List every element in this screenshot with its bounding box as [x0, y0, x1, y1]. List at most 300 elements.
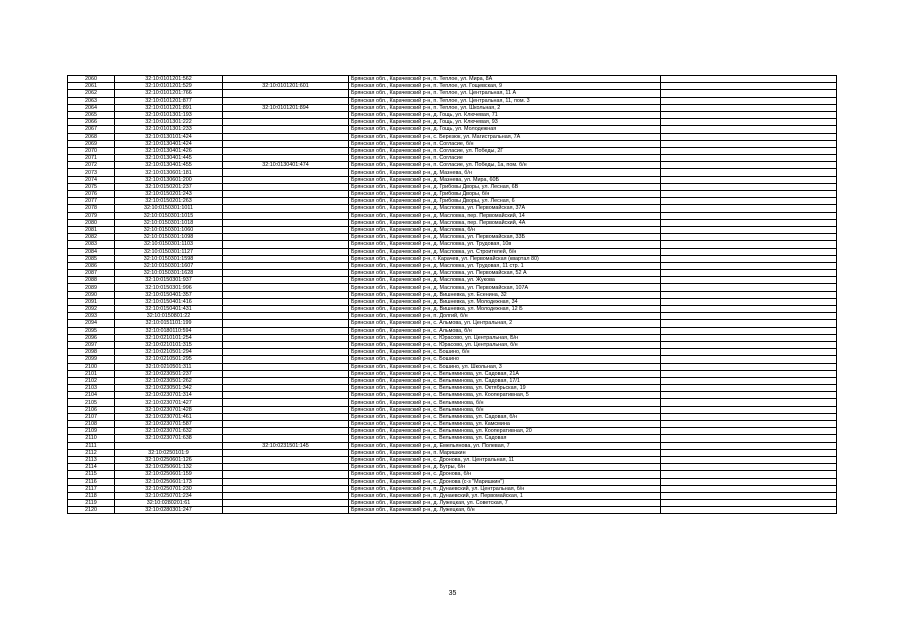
row-number-cell: 2088 — [68, 277, 115, 284]
empty-cell — [661, 327, 837, 334]
empty-cell — [661, 241, 837, 248]
cadastral-number-cell: 32:10:0150401:431 — [115, 306, 223, 313]
empty-cell — [661, 284, 837, 291]
cadastral-number-cell: 32:10:0130101:424 — [115, 133, 223, 140]
cadastral-number-cell: 32:10:0150301:1598 — [115, 255, 223, 262]
previous-cadastral-number-cell — [223, 176, 349, 183]
cadastral-number-cell: 32:10:0210101:315 — [115, 341, 223, 348]
row-number-cell: 2076 — [68, 191, 115, 198]
empty-cell — [661, 169, 837, 176]
address-cell: Брянская обл., Карачевский р-н, с. Вельяминова, ул. Садовая, 17/1 — [349, 377, 661, 384]
empty-cell — [661, 191, 837, 198]
cadastral-number-cell: 32:10:0130601:200 — [115, 176, 223, 183]
empty-cell — [661, 111, 837, 118]
row-number-cell: 2071 — [68, 155, 115, 162]
cadastral-number-cell: 32:10:0230701:428 — [115, 406, 223, 413]
empty-cell — [661, 385, 837, 392]
empty-cell — [661, 104, 837, 111]
empty-cell — [661, 291, 837, 298]
table-row — [68, 191, 837, 198]
previous-cadastral-number-cell — [223, 385, 349, 392]
cadastral-number-cell: 32:10:0210501:295 — [115, 356, 223, 363]
previous-cadastral-number-cell — [223, 306, 349, 313]
table-row — [68, 226, 837, 233]
row-number-cell: 2083 — [68, 241, 115, 248]
cadastral-number-cell: 32:10:0230501:342 — [115, 385, 223, 392]
address-cell: Брянская обл., Карачевский р-н, г. Карачев, ул. Первомайская (квартал 80) — [349, 255, 661, 262]
table-row — [68, 183, 837, 190]
address-cell: Брянская обл., Карачевский р-н, п. Маришкин — [349, 449, 661, 456]
cadastral-number-cell: 32:10:0150301:1060 — [115, 226, 223, 233]
row-number-cell: 2100 — [68, 363, 115, 370]
row-number-cell: 2063 — [68, 97, 115, 104]
empty-cell — [661, 435, 837, 442]
table-row — [68, 435, 837, 442]
row-number-cell: 2105 — [68, 399, 115, 406]
row-number-cell: 2060 — [68, 76, 115, 83]
table-row — [68, 219, 837, 226]
row-number-cell: 2109 — [68, 428, 115, 435]
empty-cell — [661, 162, 837, 169]
address-cell: Брянская обл., Карачевский р-н, д. Мазнева, б/н — [349, 169, 661, 176]
table-row — [68, 456, 837, 463]
previous-cadastral-number-cell — [223, 298, 349, 305]
row-number-cell: 2080 — [68, 219, 115, 226]
table-row — [68, 198, 837, 205]
cadastral-number-cell: 32:10:0280301:247 — [115, 507, 223, 514]
empty-cell — [661, 392, 837, 399]
previous-cadastral-number-cell — [223, 500, 349, 507]
table-row — [68, 341, 837, 348]
table-row — [68, 485, 837, 492]
table-row — [68, 449, 837, 456]
row-number-cell: 2084 — [68, 248, 115, 255]
address-cell: Брянская обл., Карачевский р-н, д. Вишневка, ул. Есенина, 32 — [349, 291, 661, 298]
table-row — [68, 277, 837, 284]
address-cell: Брянская обл., Карачевский р-н, п. Теплое, ул. Центральная, 11 А — [349, 90, 661, 97]
previous-cadastral-number-cell — [223, 399, 349, 406]
table-row — [68, 406, 837, 413]
row-number-cell: 2077 — [68, 198, 115, 205]
empty-cell — [661, 456, 837, 463]
previous-cadastral-number-cell — [223, 320, 349, 327]
table-row — [68, 377, 837, 384]
address-cell: Брянская обл., Карачевский р-н, д. Масловка, пер. Первомайский, 14 — [349, 212, 661, 219]
address-cell: Брянская обл., Карачевский р-н, с. Вельяминова, б/н — [349, 399, 661, 406]
row-number-cell: 2098 — [68, 349, 115, 356]
empty-cell — [661, 198, 837, 205]
empty-cell — [661, 133, 837, 140]
table-row — [68, 155, 837, 162]
previous-cadastral-number-cell — [223, 219, 349, 226]
empty-cell — [661, 147, 837, 154]
page-number: 35 — [448, 590, 457, 597]
empty-cell — [661, 471, 837, 478]
empty-cell — [661, 248, 837, 255]
address-cell: Брянская обл., Карачевский р-н, с. Вельяминова, б/н — [349, 406, 661, 413]
cadastral-number-cell: 32:10:0250601:173 — [115, 478, 223, 485]
address-cell: Брянская обл., Карачевский р-н, д. Грибовы Дворы, ул. Лесная, 6 — [349, 198, 661, 205]
address-cell: Брянская обл., Карачевский р-н, д. Масловка, ул. Трудовая, 11 стр. 1 — [349, 262, 661, 269]
address-cell: Брянская обл., Карачевский р-н, с. Дронова, ул. Центральная, 11 — [349, 456, 661, 463]
address-cell: Брянская обл., Карачевский р-н, с. Юрасово, ул. Центральная, Б/н — [349, 334, 661, 341]
table-row — [68, 147, 837, 154]
registry-table-body — [68, 76, 837, 514]
row-number-cell: 2112 — [68, 449, 115, 456]
address-cell: Брянская обл., Карачевский р-н, д. Масловка, ул. Трудовая, 10в — [349, 241, 661, 248]
address-cell: Брянская обл., Карачевский р-н, с. Альмова, б/н — [349, 327, 661, 334]
cadastral-number-cell: 32:10:0150401:357 — [115, 291, 223, 298]
address-cell: Брянская обл., Карачевский р-н, д. Лужецкая, б/н — [349, 507, 661, 514]
address-cell: Брянская обл., Карачевский р-н, с. Вельяминова, ул. Садовая, 21А — [349, 370, 661, 377]
address-cell: Брянская обл., Карачевский р-н, д. Масловка, ул. Строителей, б/н — [349, 248, 661, 255]
table-row — [68, 140, 837, 147]
address-cell: Брянская обл., Карачевский р-н, п. Теплое, ул. Гощевская, 9 — [349, 83, 661, 90]
previous-cadastral-number-cell — [223, 492, 349, 499]
cadastral-number-cell: 32:10:0150301:1011 — [115, 205, 223, 212]
row-number-cell: 2085 — [68, 255, 115, 262]
row-number-cell: 2110 — [68, 435, 115, 442]
previous-cadastral-number-cell — [223, 226, 349, 233]
empty-cell — [661, 212, 837, 219]
previous-cadastral-number-cell — [223, 191, 349, 198]
empty-cell — [661, 306, 837, 313]
table-row — [68, 428, 837, 435]
address-cell: Брянская обл., Карачевский р-н, с. Вельяминова, ул. Садовая, б/н — [349, 413, 661, 420]
row-number-cell: 2099 — [68, 356, 115, 363]
table-row — [68, 133, 837, 140]
empty-cell — [661, 298, 837, 305]
address-cell: Брянская обл., Карачевский р-н, д. Вишневка, ул. Молодежная, 34 — [349, 298, 661, 305]
empty-cell — [661, 341, 837, 348]
table-row — [68, 385, 837, 392]
cadastral-number-cell: 32:10:0230501:262 — [115, 377, 223, 384]
cadastral-number-cell: 32:10:0210101:254 — [115, 334, 223, 341]
previous-cadastral-number-cell — [223, 133, 349, 140]
row-number-cell: 2075 — [68, 183, 115, 190]
address-cell: Брянская обл., Карачевский р-н, д. Емельянова, ул. Полевая, 7 — [349, 442, 661, 449]
address-cell: Брянская обл., Карачевский р-н, с. Дронова, б/н — [349, 471, 661, 478]
address-cell: Брянская обл., Карачевский р-н, д. Масловка, ул. Первомайская, 33Б — [349, 234, 661, 241]
empty-cell — [661, 363, 837, 370]
empty-cell — [661, 399, 837, 406]
previous-cadastral-number-cell — [223, 147, 349, 154]
empty-cell — [661, 140, 837, 147]
table-row — [68, 205, 837, 212]
table-row — [68, 212, 837, 219]
row-number-cell: 2074 — [68, 176, 115, 183]
row-number-cell: 2087 — [68, 270, 115, 277]
previous-cadastral-number-cell — [223, 291, 349, 298]
row-number-cell: 2091 — [68, 298, 115, 305]
table-row — [68, 126, 837, 133]
cadastral-number-cell: 32:10:0230701:632 — [115, 428, 223, 435]
cadastral-number-cell: 32:10:0130601:181 — [115, 169, 223, 176]
table-row — [68, 356, 837, 363]
table-row — [68, 478, 837, 485]
row-number-cell: 2096 — [68, 334, 115, 341]
previous-cadastral-number-cell: 32:10:0101201:894 — [223, 104, 349, 111]
previous-cadastral-number-cell — [223, 212, 349, 219]
empty-cell — [661, 155, 837, 162]
previous-cadastral-number-cell — [223, 248, 349, 255]
previous-cadastral-number-cell — [223, 392, 349, 399]
address-cell: Брянская обл., Карачевский р-н, с. Вельяминова, ул. Октябрьская, 19 — [349, 385, 661, 392]
previous-cadastral-number-cell — [223, 155, 349, 162]
address-cell: Брянская обл., Карачевский р-н, д. Лужецкая, ул. Советская, 7 — [349, 500, 661, 507]
table-row — [68, 291, 837, 298]
row-number-cell: 2119 — [68, 500, 115, 507]
address-cell: Брянская обл., Карачевский р-н, д. Масловка, б/н — [349, 226, 661, 233]
previous-cadastral-number-cell — [223, 97, 349, 104]
empty-cell — [661, 119, 837, 126]
table-row — [68, 298, 837, 305]
previous-cadastral-number-cell — [223, 327, 349, 334]
address-cell: Брянская обл., Карачевский р-н, с. Вельяминова, ул. Кооперативная, 5 — [349, 392, 661, 399]
empty-cell — [661, 320, 837, 327]
cadastral-number-cell: 32:10:0150301:1015 — [115, 212, 223, 219]
previous-cadastral-number-cell — [223, 255, 349, 262]
row-number-cell: 2092 — [68, 306, 115, 313]
address-cell: Брянская обл., Карачевский р-н, д. Масловка, пер. Первомайский, 4А — [349, 219, 661, 226]
cadastral-number-cell: 32:10:0230701:638 — [115, 435, 223, 442]
table-row — [68, 492, 837, 499]
row-number-cell: 2069 — [68, 140, 115, 147]
previous-cadastral-number-cell — [223, 363, 349, 370]
table-row — [68, 313, 837, 320]
previous-cadastral-number-cell — [223, 449, 349, 456]
cadastral-number-cell: 32:10:0230701:314 — [115, 392, 223, 399]
previous-cadastral-number-cell — [223, 169, 349, 176]
empty-cell — [661, 277, 837, 284]
cadastral-number-cell: 32:10:0150301:1127 — [115, 248, 223, 255]
table-row — [68, 162, 837, 169]
address-cell: Брянская обл., Карачевский р-н, п. Дунаевский, ул. Первомайская, 1 — [349, 492, 661, 499]
cadastral-number-cell: 32:10:0210501:311 — [115, 363, 223, 370]
empty-cell — [661, 313, 837, 320]
table-row — [68, 370, 837, 377]
empty-cell — [661, 449, 837, 456]
table-row — [68, 413, 837, 420]
previous-cadastral-number-cell: 32:10:0130401:474 — [223, 162, 349, 169]
cadastral-number-cell: 32:10:0280201:61 — [115, 500, 223, 507]
previous-cadastral-number-cell — [223, 270, 349, 277]
previous-cadastral-number-cell — [223, 464, 349, 471]
previous-cadastral-number-cell — [223, 90, 349, 97]
cadastral-number-cell: 32:10:0250601:132 — [115, 464, 223, 471]
cadastral-number-cell: 32:10:0230501:237 — [115, 370, 223, 377]
previous-cadastral-number-cell — [223, 341, 349, 348]
row-number-cell: 2118 — [68, 492, 115, 499]
table-row — [68, 349, 837, 356]
table-row — [68, 241, 837, 248]
row-number-cell: 2114 — [68, 464, 115, 471]
row-number-cell: 2089 — [68, 284, 115, 291]
previous-cadastral-number-cell — [223, 111, 349, 118]
table-row — [68, 399, 837, 406]
address-cell: Брянская обл., Карачевский р-н, с. Юрасово, ул. Центральная, б/н — [349, 341, 661, 348]
previous-cadastral-number-cell — [223, 76, 349, 83]
previous-cadastral-number-cell — [223, 428, 349, 435]
previous-cadastral-number-cell — [223, 435, 349, 442]
empty-cell — [661, 500, 837, 507]
empty-cell — [661, 377, 837, 384]
row-number-cell: 2072 — [68, 162, 115, 169]
table-row — [68, 255, 837, 262]
address-cell: Брянская обл., Карачевский р-н, п. Теплое, ул. Мира, 8А — [349, 76, 661, 83]
row-number-cell: 2101 — [68, 370, 115, 377]
address-cell: Брянская обл., Карачевский р-н, п. Согласие, б/н — [349, 140, 661, 147]
table-row — [68, 306, 837, 313]
previous-cadastral-number-cell — [223, 262, 349, 269]
table-row — [68, 119, 837, 126]
address-cell: Брянская обл., Карачевский р-н, д. Вишневка, ул. Молодежная, 12 Б — [349, 306, 661, 313]
empty-cell — [661, 370, 837, 377]
empty-cell — [661, 492, 837, 499]
cadastral-number-cell: 32:10:0150301:1098 — [115, 234, 223, 241]
row-number-cell: 2070 — [68, 147, 115, 154]
address-cell: Брянская обл., Карачевский р-н, д. Грибовы Дворы, ул. Лесная, 6В — [349, 183, 661, 190]
row-number-cell: 2068 — [68, 133, 115, 140]
cadastral-number-cell: 32:10:0150301:937 — [115, 277, 223, 284]
row-number-cell: 2067 — [68, 126, 115, 133]
row-number-cell: 2090 — [68, 291, 115, 298]
empty-cell — [661, 406, 837, 413]
cadastral-number-cell: 32:10:0150301:1018 — [115, 219, 223, 226]
address-cell: Брянская обл., Карачевский р-н, п. Дунаевский, ул. Центральная, б/н — [349, 485, 661, 492]
empty-cell — [661, 90, 837, 97]
address-cell: Брянская обл., Карачевский р-н, с. Альмова, ул. Центральная, 2 — [349, 320, 661, 327]
row-number-cell: 2082 — [68, 234, 115, 241]
table-row — [68, 464, 837, 471]
address-cell: Брянская обл., Карачевский р-н, д. Гощь, ул. Ключевая, 93 — [349, 119, 661, 126]
previous-cadastral-number-cell — [223, 377, 349, 384]
row-number-cell: 2120 — [68, 507, 115, 514]
row-number-cell: 2073 — [68, 169, 115, 176]
row-number-cell: 2079 — [68, 212, 115, 219]
cadastral-number-cell: 32:10:0230701:427 — [115, 399, 223, 406]
address-cell: Брянская обл., Карачевский р-н, д. Масловка, ул. Первомайская, 37А — [349, 205, 661, 212]
registry-table — [67, 75, 837, 514]
row-number-cell: 2078 — [68, 205, 115, 212]
empty-cell — [661, 270, 837, 277]
address-cell: Брянская обл., Карачевский р-н, с. Вельяминова, ул. Камсмина — [349, 421, 661, 428]
address-cell: Брянская обл., Карачевский р-н, п. Теплое, ул. Школьная, 2 — [349, 104, 661, 111]
address-cell: Брянская обл., Карачевский р-н, д. Масловка, ул. Первомайская, 52 А — [349, 270, 661, 277]
previous-cadastral-number-cell — [223, 478, 349, 485]
table-row — [68, 363, 837, 370]
empty-cell — [661, 442, 837, 449]
empty-cell — [661, 126, 837, 133]
cadastral-number-cell: 32:10:0151101:199 — [115, 320, 223, 327]
empty-cell — [661, 205, 837, 212]
address-cell: Брянская обл., Карачевский р-н, с. Вельяминова, ул. Кооперативная, 20 — [349, 428, 661, 435]
row-number-cell: 2104 — [68, 392, 115, 399]
table-row — [68, 392, 837, 399]
row-number-cell: 2113 — [68, 456, 115, 463]
row-number-cell: 2097 — [68, 341, 115, 348]
previous-cadastral-number-cell — [223, 485, 349, 492]
table-row — [68, 248, 837, 255]
previous-cadastral-number-cell — [223, 370, 349, 377]
table-row — [68, 90, 837, 97]
empty-cell — [661, 428, 837, 435]
previous-cadastral-number-cell — [223, 421, 349, 428]
previous-cadastral-number-cell — [223, 334, 349, 341]
cadastral-number-cell: 32:10:0130401:424 — [115, 140, 223, 147]
empty-cell — [661, 97, 837, 104]
table-row — [68, 320, 837, 327]
row-number-cell: 2093 — [68, 313, 115, 320]
previous-cadastral-number-cell — [223, 277, 349, 284]
row-number-cell: 2111 — [68, 442, 115, 449]
address-cell: Брянская обл., Карачевский р-н, с. Дронова (с-з "Маришкин") — [349, 478, 661, 485]
address-cell: Брянская обл., Карачевский р-н, д. Гощь, ул. Молодежная — [349, 126, 661, 133]
table-row — [68, 334, 837, 341]
address-cell: Брянская обл., Карачевский р-н, п. Теплое, ул. Центральная, 11, пом. 3 — [349, 97, 661, 104]
cadastral-number-cell: 32:10:0150401:416 — [115, 298, 223, 305]
cadastral-number-cell: 32:10:0250601:159 — [115, 471, 223, 478]
table-row — [68, 176, 837, 183]
address-cell: Брянская обл., Карачевский р-н, д. Мазнева, ул. Мира, 60Б — [349, 176, 661, 183]
previous-cadastral-number-cell — [223, 198, 349, 205]
table-row — [68, 471, 837, 478]
table-row — [68, 327, 837, 334]
address-cell: Брянская обл., Карачевский р-н, п. Согласие, ул. Победы, 1а, пом. б/н — [349, 162, 661, 169]
row-number-cell: 2095 — [68, 327, 115, 334]
cadastral-number-cell: 32:10:0101201:562 — [115, 76, 223, 83]
previous-cadastral-number-cell — [223, 349, 349, 356]
table-row — [68, 234, 837, 241]
address-cell: Брянская обл., Карачевский р-н, с. Бошино — [349, 356, 661, 363]
cadastral-number-cell: 32:10:0130401:455 — [115, 162, 223, 169]
address-cell: Брянская обл., Карачевский р-н, д. Масловка, ул. Жукова — [349, 277, 661, 284]
cadastral-number-cell: 32:10:0101201:891 — [115, 104, 223, 111]
address-cell: Брянская обл., Карачевский р-н, с. Бошино, ул. Школьная, 3 — [349, 363, 661, 370]
cadastral-number-cell — [115, 442, 223, 449]
row-number-cell: 2117 — [68, 485, 115, 492]
previous-cadastral-number-cell — [223, 456, 349, 463]
empty-cell — [661, 413, 837, 420]
address-cell: Брянская обл., Карачевский р-н, п. Долгий, б/н — [349, 313, 661, 320]
empty-cell — [661, 262, 837, 269]
row-number-cell: 2061 — [68, 83, 115, 90]
previous-cadastral-number-cell — [223, 406, 349, 413]
row-number-cell: 2064 — [68, 104, 115, 111]
cadastral-number-cell: 32:10:0101301:222 — [115, 119, 223, 126]
cadastral-number-cell: 32:10:0250701:234 — [115, 492, 223, 499]
row-number-cell: 2062 — [68, 90, 115, 97]
row-number-cell: 2116 — [68, 478, 115, 485]
row-number-cell: 2103 — [68, 385, 115, 392]
address-cell: Брянская обл., Карачевский р-н, п. Согласие — [349, 155, 661, 162]
previous-cadastral-number-cell — [223, 140, 349, 147]
previous-cadastral-number-cell — [223, 413, 349, 420]
previous-cadastral-number-cell — [223, 507, 349, 514]
table-row — [68, 284, 837, 291]
cadastral-number-cell: 32:10:0150201:243 — [115, 191, 223, 198]
table-row — [68, 104, 837, 111]
row-number-cell: 2102 — [68, 377, 115, 384]
row-number-cell: 2086 — [68, 262, 115, 269]
row-number-cell: 2066 — [68, 119, 115, 126]
address-cell: Брянская обл., Карачевский р-н, с. Вельяминова, ул. Садовая — [349, 435, 661, 442]
address-cell: Брянская обл., Карачевский р-н, д. Грибовы Дворы, б/н — [349, 191, 661, 198]
previous-cadastral-number-cell: 32:10:0231501:145 — [223, 442, 349, 449]
previous-cadastral-number-cell — [223, 183, 349, 190]
table-row — [68, 421, 837, 428]
empty-cell — [661, 83, 837, 90]
